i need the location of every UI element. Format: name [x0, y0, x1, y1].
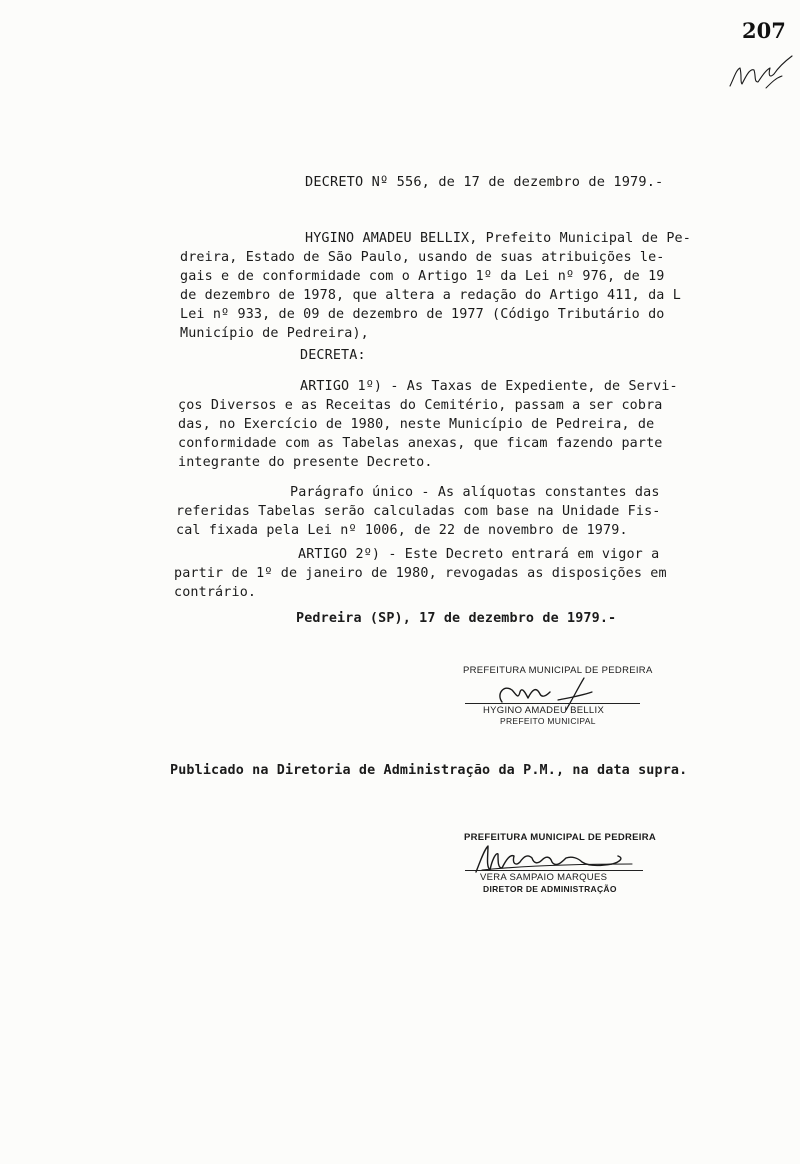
artigo-1-line: ARTIGO 1º) - As Taxas de Expediente, de Servi-: [300, 379, 678, 394]
artigo-2-line: contrário.: [174, 585, 257, 600]
stamp-header: PREFEITURA MUNICIPAL DE PEDREIRA: [464, 832, 657, 843]
preamble-line: Município de Pedreira),: [180, 326, 369, 341]
artigo-2-line: ARTIGO 2º) - Este Decreto entrará em vigor a: [298, 547, 660, 562]
preamble-line: dreira, Estado de São Paulo, usando de suas atribuições le-: [180, 250, 665, 265]
artigo-2-line: partir de 1º de janeiro de 1980, revogadas as disposições em: [174, 566, 667, 581]
stamp-role: PREFEITO MUNICIPAL: [500, 716, 596, 726]
decreta-heading: DECRETA:: [300, 348, 366, 363]
signature-line: [465, 703, 640, 704]
artigo-1-line: conformidade com as Tabelas anexas, que ficam fazendo parte: [178, 436, 663, 451]
paragrafo-unico-line: cal fixada pela Lei nº 1006, de 22 de novembro de 1979.: [176, 523, 628, 538]
stamp-header: PREFEITURA MUNICIPAL DE PEDREIRA: [463, 665, 653, 676]
stamp-role: DIRETOR DE ADMINISTRAÇÃO: [483, 884, 617, 894]
paragrafo-unico-line: referidas Tabelas serão calculadas com base na Unidade Fis-: [176, 504, 661, 519]
decree-title: DECRETO Nº 556, de 17 de dezembro de 1979.-: [305, 174, 664, 190]
artigo-1-line: ços Diversos e as Receitas do Cemitério, passam a ser cobra: [178, 398, 663, 413]
stamp-name: VERA SAMPAIO MARQUES: [480, 872, 608, 883]
handwritten-initials: [726, 48, 796, 96]
preamble-line: gais e de conformidade com o Artigo 1º da Lei nº 976, de 19: [180, 269, 665, 284]
stamp-name: HYGINO AMADEU BELLIX: [483, 705, 605, 716]
artigo-1-line: das, no Exercício de 1980, neste Município de Pedreira, de: [178, 417, 655, 432]
preamble-line: de dezembro de 1978, que altera a redação do Artigo 411, da L: [180, 288, 681, 303]
publication-note: Publicado na Diretoria de Administração da P.M., na data supra.: [170, 763, 688, 778]
signature-line: [465, 870, 643, 871]
page-number: 207: [742, 18, 786, 43]
preamble-line: Lei nº 933, de 09 de dezembro de 1977 (Código Tributário do: [180, 307, 665, 322]
place-date: Pedreira (SP), 17 de dezembro de 1979.-: [296, 611, 617, 626]
paragrafo-unico-line: Parágrafo único - As alíquotas constantes das: [290, 485, 660, 500]
preamble-line: HYGINO AMADEU BELLIX, Prefeito Municipal de Pe-: [305, 231, 691, 246]
artigo-1-line: integrante do presente Decreto.: [178, 455, 433, 470]
